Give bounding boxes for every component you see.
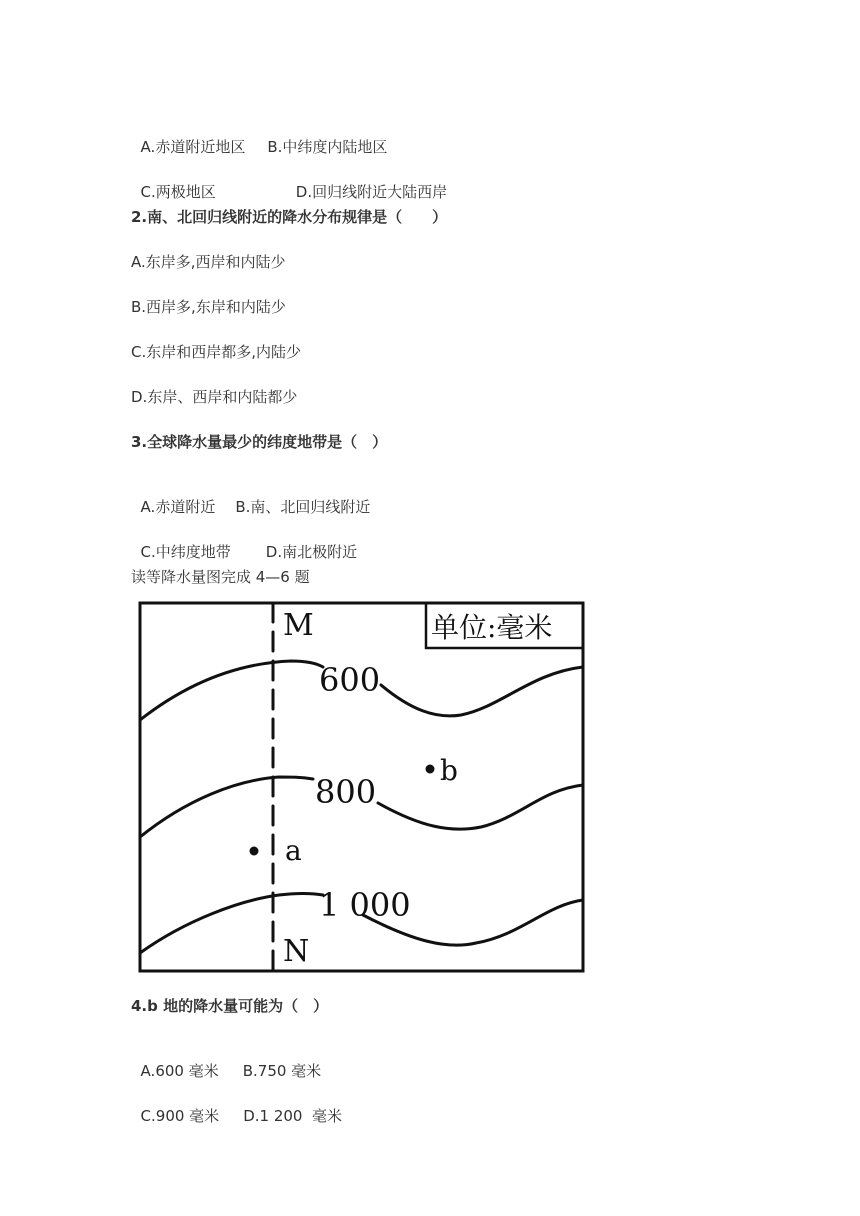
isohyet-800-label: 800: [315, 773, 377, 811]
q3-option-d: D.南北极附近: [265, 543, 358, 561]
q3-options-row-1: [131, 477, 370, 517]
point-b-label: b: [440, 754, 458, 787]
point-a-dot: [250, 847, 259, 856]
q2-stem: 2.南、北回归线附近的降水分布规律是（ ）: [131, 208, 448, 226]
isohyet-600-right: [381, 667, 583, 716]
isohyet-1000-label: 1 000: [319, 886, 411, 924]
q3-option-a: A.赤道附近: [140, 498, 216, 516]
isohyet-800-left: [140, 777, 313, 837]
map-intro: 读等降水量图完成 4—6 题: [131, 568, 310, 586]
q1-option-a: A.赤道附近地区: [140, 138, 246, 156]
q4-options-row-1: [131, 1041, 321, 1081]
point-a-label: a: [285, 834, 302, 867]
q3-option-c: C.中纬度地带: [140, 543, 231, 561]
point-b-dot: [426, 765, 435, 774]
q1-options-row-1: [131, 117, 387, 157]
q1-option-d: D.回归线附近大陆西岸: [295, 183, 448, 201]
q2-option-d: D.东岸、西岸和内陆都少: [131, 388, 298, 406]
q4-option-b: B.750 毫米: [242, 1062, 322, 1080]
q4-option-c: C.900 毫米: [140, 1107, 220, 1125]
q3-option-b: B.南、北回归线附近: [235, 498, 371, 516]
q1-option-b: B.中纬度内陆地区: [267, 138, 388, 156]
q1-options-row-2: [131, 162, 447, 202]
unit-label: 单位:毫米: [431, 611, 553, 644]
line-bottom-label: N: [283, 934, 310, 969]
q1-option-c: C.两极地区: [140, 183, 216, 201]
q3-stem: 3.全球降水量最少的纬度地带是（ ）: [131, 433, 388, 451]
q4-stem: 4.b 地的降水量可能为（ ）: [131, 997, 329, 1015]
isohyet-map: [131, 595, 591, 980]
q2-option-b: B.西岸多,东岸和内陆少: [131, 298, 286, 316]
isohyet-600-left: [140, 661, 323, 720]
q4-options-row-2: [131, 1086, 342, 1126]
q4-option-a: A.600 毫米: [140, 1062, 219, 1080]
q3-options-row-2: [131, 522, 357, 562]
q2-option-c: C.东岸和西岸都多,内陆少: [131, 343, 302, 361]
q2-option-a: A.东岸多,西岸和内陆少: [131, 253, 286, 271]
isohyet-600-label: 600: [319, 661, 381, 699]
q4-option-d: D.1 200 毫米: [243, 1107, 342, 1125]
line-top-label: M: [283, 608, 314, 643]
isohyet-800-right: [378, 785, 583, 829]
